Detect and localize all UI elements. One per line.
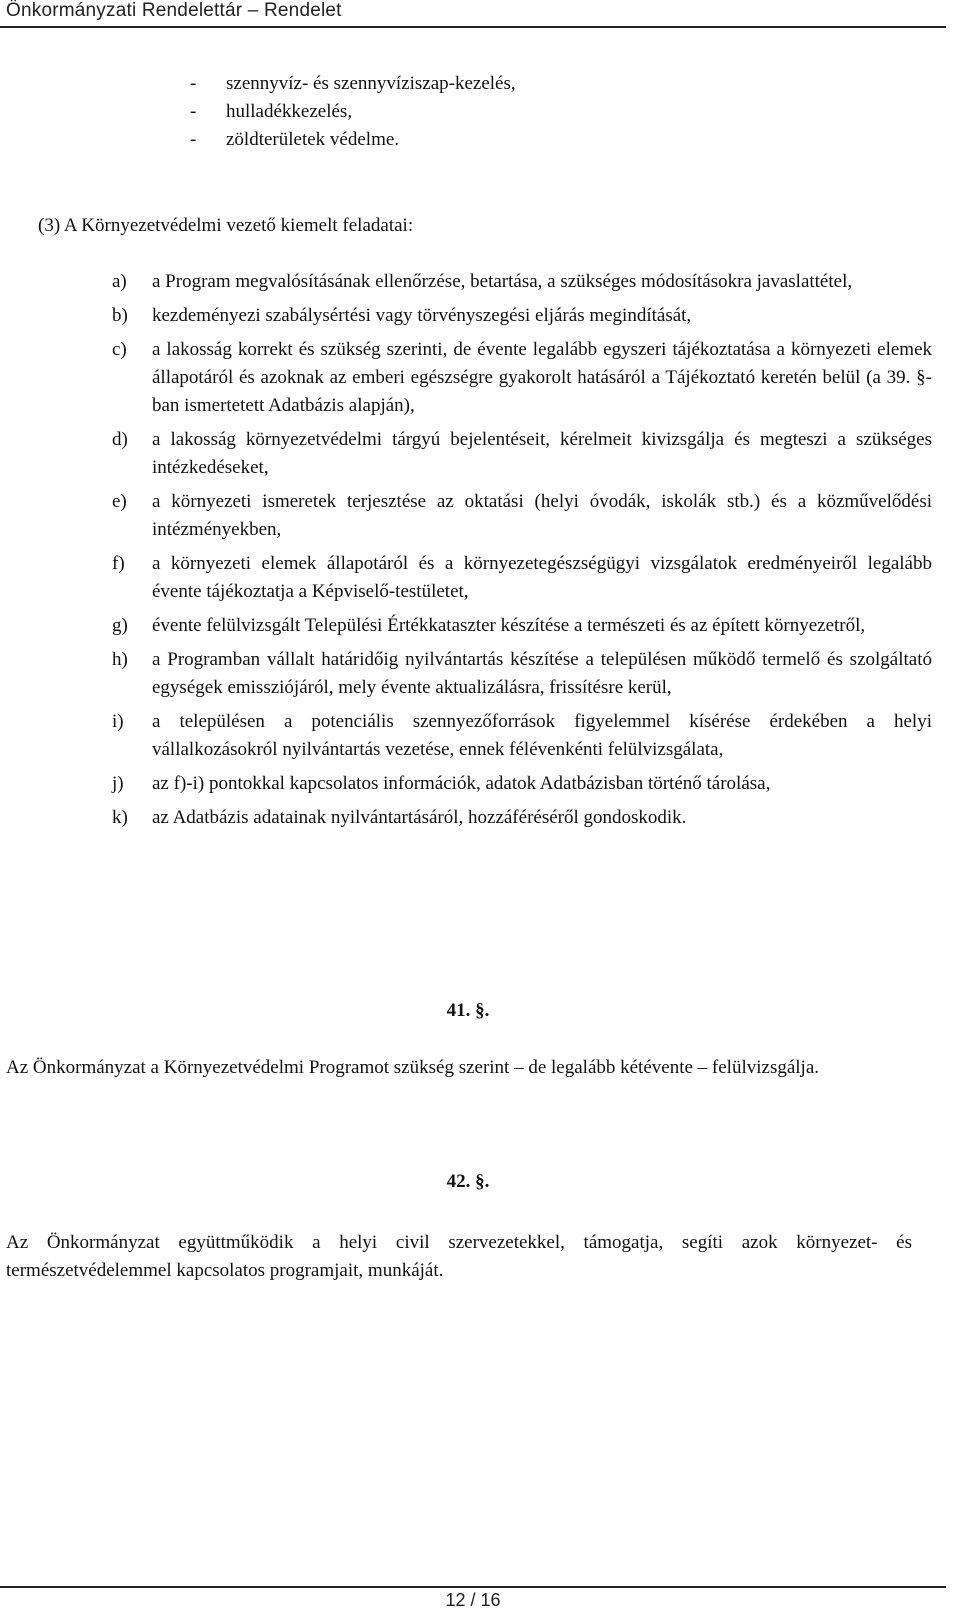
list-item-text: szennyvíz- és szennyvíziszap-kezelés, [226,73,516,94]
item-text: a lakosság környezetvédelmi tárgyú bejelentéseit, kérelmeit kivizsgálja és megteszi a szükséges intézkedéseket, [152,429,932,478]
list-item [112,804,932,832]
item-letter: f) [112,553,125,574]
item-letter: b) [112,305,128,326]
item-letter: a) [112,271,127,292]
item-letter: c) [112,339,127,360]
list-item [112,426,932,482]
item-letter: d) [112,429,128,450]
item-text: kezdeményezi szabálysértési vagy törvényszegési eljárás megindítását, [152,305,692,326]
item-text: a Programban vállalt határidőig nyilvántartás készítése a településen működő termelő és szolgáltató egységek emissziójáról, mely évente aktualizálásra, frissítésre kerül, [152,649,932,698]
item-text: a lakosság korrekt és szükség szerinti, de évente legalább egyszeri tájékoztatása a környezeti elemek állapotáról és azoknak az emberi egészségre gyakorolt hatásáról a Tájékoztató keretén belül (a 39. §-ban ismertetett Adatbázis alapján), [152,339,932,416]
list-item [112,550,932,606]
list-item [112,770,932,798]
paragraph-intro: (3) A Környezetvédelmi vezető kiemelt feladatai: [38,215,414,236]
duties-list [112,268,932,838]
item-letter: k) [112,807,128,828]
page-footer [0,1586,946,1615]
item-letter: e) [112,491,127,512]
list-item [112,488,932,544]
item-text: az f)-i) pontokkal kapcsolatos információk, adatok Adatbázisban történő tárolása, [152,773,771,794]
item-text: a környezeti elemek állapotáról és a környezetegészségügyi vizsgálatok eredményeiről legalább évente tájékoztatja a Képviselő-testületet, [152,553,932,602]
section-41-text: Az Önkormányzat a Környezetvédelmi Programot szükség szerint – de legalább kétévente – felülvizsgálja. [6,1057,820,1078]
list-item [112,708,932,764]
list-item [112,336,932,420]
item-text: évente felülvizsgált Települési Értékkataszter készítése a természeti és az épített környezetről, [152,615,866,636]
item-text: az Adatbázis adatainak nyilvántartásáról, hozzáféréséről gondoskodik. [152,807,687,828]
dash-bullet: - [190,129,197,150]
page-number: 12 / 16 [445,1590,501,1610]
list-item-text: hulladékkezelés, [226,101,353,122]
page-header [0,0,946,28]
header-title: Önkormányzati Rendelettár – Rendelet [6,0,342,21]
section-number-42: 42. §. [446,1171,490,1192]
list-item [112,612,932,640]
section-number-41: 41. §. [446,1000,490,1021]
item-text: a környezeti ismeretek terjesztése az oktatási (helyi óvodák, iskolák stb.) és a közművelődési intézményekben, [152,491,932,540]
dash-bullet: - [190,101,197,122]
dash-bullet: - [190,73,197,94]
item-letter: i) [112,711,124,732]
item-letter: h) [112,649,128,670]
item-letter: g) [112,615,128,636]
list-item [112,646,932,702]
list-item-text: zöldterületek védelme. [226,129,400,150]
item-text: a Program megvalósításának ellenőrzése, betartása, a szükséges módosításokra javaslattétel, [152,271,853,292]
item-text: a településen a potenciális szennyezőforrások figyelemmel kísérése érdekében a helyi vállalkozásokról nyilvántartás vezetése, ennek félévenkénti felülvizsgálata, [152,711,932,760]
item-letter: j) [112,773,124,794]
list-item [112,302,932,330]
list-item [112,268,932,296]
section-42-text: Az Önkormányzat együttműködik a helyi civil szervezetekkel, támogatja, segíti azok környezet- és természetvédelemmel kapcsolatos programjait, munkáját. [6,1232,912,1281]
